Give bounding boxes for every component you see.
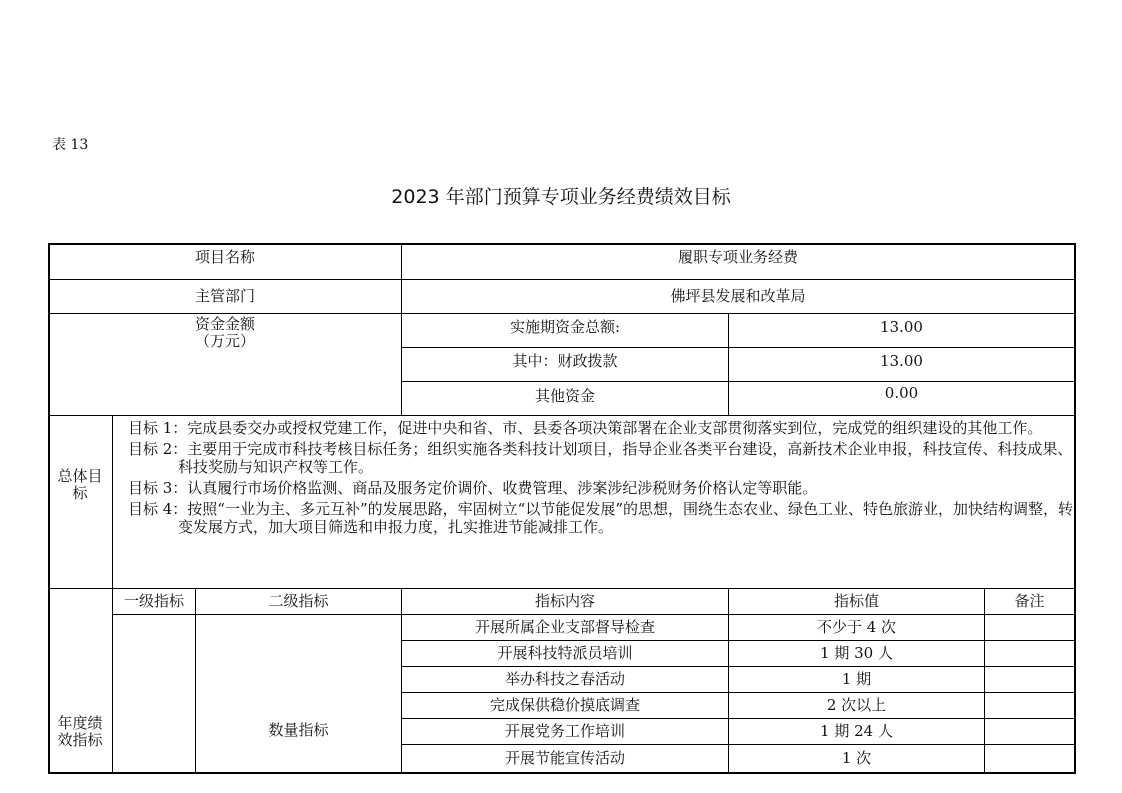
indicator-value: 2 次以上 bbox=[826, 695, 887, 714]
indicator-value: 1 期 bbox=[841, 669, 872, 688]
col-header-value: 指标值 bbox=[833, 591, 879, 610]
goal-item: 目标 3：认真履行市场价格监测、商品及服务定价调价、收费管理、涉案涉纪涉税财务价格认定等职能。 bbox=[128, 479, 818, 497]
goal-item: 目标 4：按照“一业为主、多元互补”的发展思路，牢固树立“以节能促发展”的思想，围绕生态农业、绿色工业、特色旅游业，加快结构调整，转变发展方式，加大项目筛选和申报力度，扎实推进节能减排工作。 bbox=[128, 500, 1073, 536]
indicator-content: 开展科技特派员培训 bbox=[497, 643, 633, 662]
overall-goals bbox=[114, 419, 1074, 539]
indicator-note bbox=[985, 641, 1074, 666]
indicator-note bbox=[985, 693, 1074, 718]
total-funds-value: 13.00 bbox=[880, 318, 923, 337]
overall-goal-label: 总体目标 bbox=[57, 466, 103, 502]
col-header-content: 指标内容 bbox=[534, 591, 595, 610]
goal-item: 目标 1：完成县委交办或授权党建工作，促进中央和省、市、县委各项决策部署在企业支部贯彻落实到位，完成党的组织建设的其他工作。 bbox=[128, 419, 1043, 437]
other-funds-value: 0.00 bbox=[884, 384, 919, 403]
indicator-content: 开展所属企业支部督导检查 bbox=[474, 617, 655, 636]
indicator-content: 举办科技之春活动 bbox=[504, 669, 625, 688]
indicator-value: 1 期 30 人 bbox=[820, 643, 893, 662]
other-funds-label: 其他资金 bbox=[534, 387, 595, 406]
indicator-note bbox=[985, 615, 1074, 640]
funds-unit: （万元） bbox=[194, 332, 255, 351]
project-name-value: 履职专项业务经费 bbox=[677, 248, 798, 267]
indicator-note bbox=[985, 719, 1074, 744]
col-header-level2: 二级指标 bbox=[268, 591, 329, 610]
table-number: 表 13 bbox=[52, 137, 89, 153]
fiscal-funds-value: 13.00 bbox=[880, 352, 923, 371]
total-funds-label: 实施期资金总额: bbox=[509, 318, 621, 337]
indicator-note bbox=[985, 667, 1074, 692]
page-title: 2023 年部门预算专项业务经费绩效目标 bbox=[391, 186, 731, 208]
funds-label: 资金金额 bbox=[194, 315, 255, 333]
dept-label: 主管部门 bbox=[194, 286, 255, 305]
indicator-value: 不少于 4 次 bbox=[816, 617, 897, 636]
fiscal-funds-label: 其中：财政拨款 bbox=[512, 352, 618, 371]
project-name-label: 项目名称 bbox=[194, 248, 255, 267]
annual-indicators-label: 年度绩效指标 bbox=[57, 713, 103, 749]
goal-item: 目标 2：主要用于完成市科技考核目标任务；组织实施各类科技计划项目，指导企业各类平台建设，高新技术企业申报，科技宣传、科技成果、科技奖励与知识产权等工作。 bbox=[128, 440, 1073, 476]
col-header-note: 备注 bbox=[1014, 591, 1045, 610]
col-header-level1: 一级指标 bbox=[123, 591, 184, 610]
indicator-value: 1 次 bbox=[841, 748, 872, 767]
secondary-indicator: 数量指标 bbox=[268, 721, 329, 740]
dept-value: 佛坪县发展和改革局 bbox=[670, 286, 806, 305]
indicator-content: 开展党务工作培训 bbox=[504, 721, 625, 740]
indicator-note bbox=[985, 745, 1074, 772]
funds-label-group bbox=[49, 316, 401, 356]
indicator-value: 1 期 24 人 bbox=[820, 721, 893, 740]
indicator-content: 开展节能宣传活动 bbox=[504, 748, 625, 767]
indicator-content: 完成保供稳价摸底调查 bbox=[489, 695, 640, 714]
